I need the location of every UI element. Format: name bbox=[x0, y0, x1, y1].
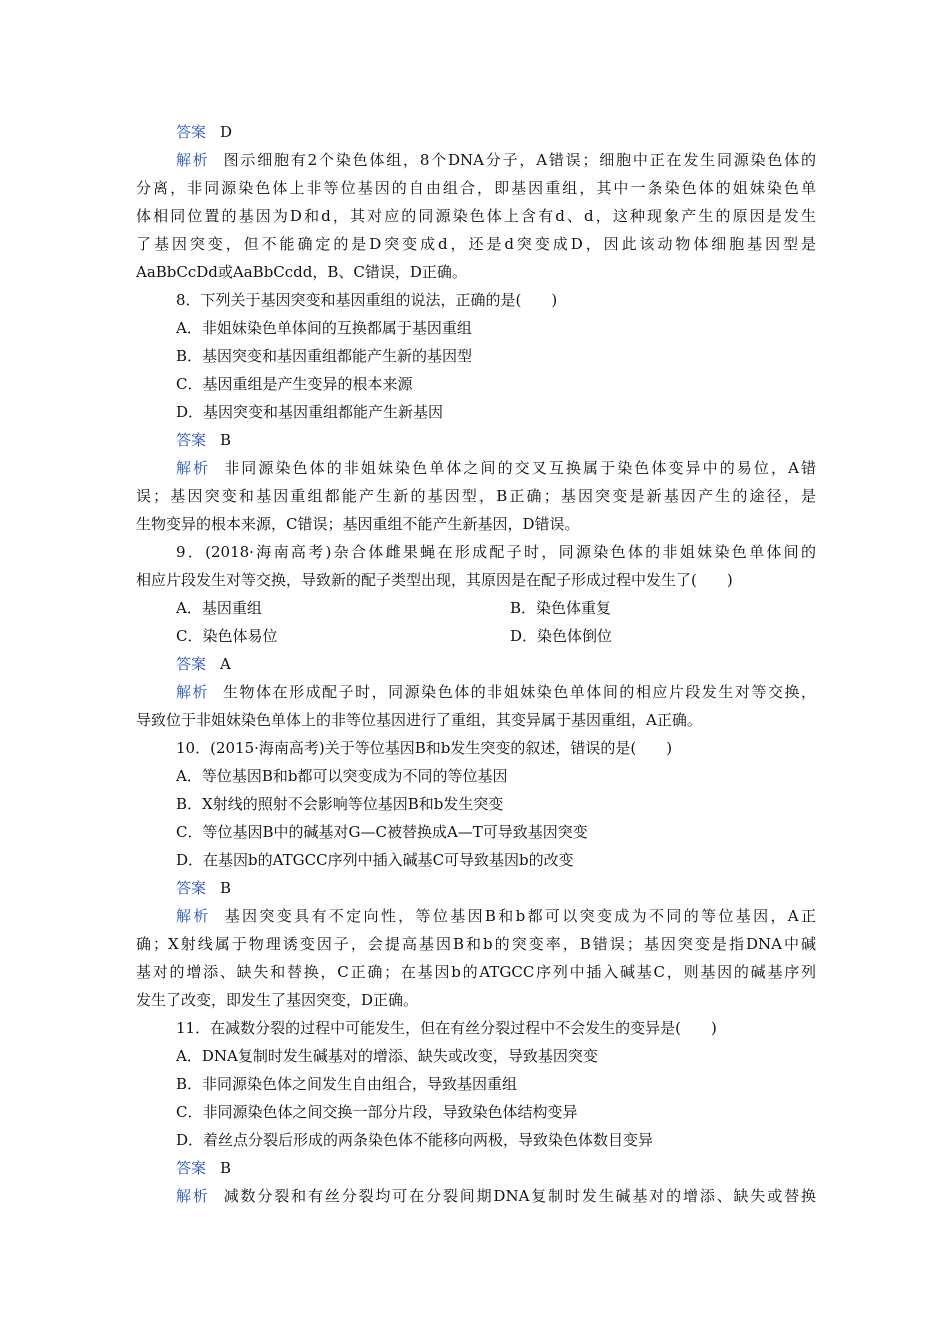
q11-option: A．DNA复制时发生碱基对的增添、缺失或改变，导致基因突变 bbox=[176, 1047, 598, 1065]
q11-option: B．非同源染色体之间发生自由组合，导致基因重组 bbox=[176, 1075, 518, 1093]
q7-analysis-line: 了基因突变，但不能确定的是D突变成d，还是d突变成D，因此该动物体细胞基因型是 bbox=[136, 235, 816, 253]
q10-answer bbox=[176, 874, 816, 902]
answer-value: B bbox=[220, 879, 232, 897]
q9-option: C．染色体易位 bbox=[176, 627, 278, 645]
q8-option: B．基因突变和基因重组都能产生新的基因型 bbox=[176, 347, 473, 365]
answer-value: D bbox=[220, 123, 233, 141]
answer-value: B bbox=[220, 1159, 232, 1177]
q10-option: C．等位基因B中的碱基对G—C被替换成A—T可导致基因突变 bbox=[176, 823, 588, 841]
q8-analysis-line: 解析 非同源染色体的非姐妹染色单体之间的交叉互换属于染色体变异中的易位，A错 bbox=[176, 459, 816, 477]
q9-option: A．基因重组 bbox=[176, 599, 262, 617]
analysis-label: 解析 bbox=[176, 459, 211, 477]
q11-answer bbox=[176, 1154, 816, 1182]
q10-stem: 10．(2015·海南高考)关于等位基因B和b发生突变的叙述，错误的是( ) bbox=[176, 739, 673, 757]
q11-stem: 11．在减数分裂的过程中可能发生，但在有丝分裂过程中不会发生的变异是( ) bbox=[176, 1019, 717, 1037]
answer-label: 答案 bbox=[176, 655, 207, 673]
q11-option: D．着丝点分裂后形成的两条染色体不能移向两极，导致染色体数目变异 bbox=[176, 1131, 654, 1149]
analysis-label: 解析 bbox=[176, 1187, 210, 1205]
q7-analysis-line: AaBbCcDd或AaBbCcdd，B、C错误，D正确。 bbox=[136, 263, 467, 281]
q7-answer bbox=[176, 118, 816, 146]
q9-answer bbox=[176, 650, 816, 678]
analysis-label: 解析 bbox=[176, 151, 210, 169]
q10-analysis-line: 基对的增添、缺失和替换，C正确；在基因b的ATGCC序列中插入碱基C，则基因的碱基序列 bbox=[136, 963, 816, 981]
q9-stem-line: 相应片段发生对等交换，导致新的配子类型出现，其原因是在配子形成过程中发生了( ) bbox=[136, 571, 733, 589]
answer-value: A bbox=[220, 655, 231, 673]
q9-option: B．染色体重复 bbox=[510, 599, 612, 617]
q8-analysis-line: 生物变异的根本来源，C错误；基因重组不能产生新基因，D错误。 bbox=[136, 515, 580, 533]
q7-analysis-line: 分离，非同源染色体上非等位基因的自由组合，即基因重组，其中一条染色体的姐妹染色单 bbox=[136, 179, 816, 197]
answer-value: B bbox=[220, 431, 232, 449]
q8-answer bbox=[176, 426, 816, 454]
q10-option: A．等位基因B和b都可以突变成为不同的等位基因 bbox=[176, 767, 508, 785]
q9-option: D．染色体倒位 bbox=[510, 627, 613, 645]
q11-option: C．非同源染色体之间交换一部分片段，导致染色体结构变异 bbox=[176, 1103, 578, 1121]
answer-label: 答案 bbox=[176, 1159, 207, 1177]
q7-analysis-line: 体相同位置的基因为D和d，其对应的同源染色体上含有d、d，这种现象产生的原因是发生 bbox=[136, 207, 816, 225]
q8-option: A．非姐妹染色单体间的互换都属于基因重组 bbox=[176, 319, 472, 337]
analysis-label: 解析 bbox=[176, 907, 211, 925]
q10-analysis-line: 解析 基因突变具有不定向性，等位基因B和b都可以突变成为不同的等位基因，A正 bbox=[176, 907, 816, 925]
q8-stem: 8．下列关于基因突变和基因重组的说法，正确的是( ) bbox=[176, 291, 558, 309]
q10-analysis-line: 发生了改变，即发生了基因突变，D正确。 bbox=[136, 991, 419, 1009]
q9-analysis-line: 导致位于非姐妹染色单体上的非等位基因进行了重组，其变异属于基因重组，A正确。 bbox=[136, 711, 702, 729]
q10-analysis-line: 确；X射线属于物理诱变因子，会提高基因B和b的突变率，B错误；基因突变是指DNA中碱 bbox=[136, 935, 816, 953]
q10-option: B．X射线的照射不会影响等位基因B和b发生突变 bbox=[176, 795, 504, 813]
answer-label: 答案 bbox=[176, 879, 207, 897]
q9-stem-line: 9．(2018·海南高考)杂合体雌果蝇在形成配子时，同源染色体的非姐妹染色单体间的 bbox=[176, 543, 816, 561]
answer-label: 答案 bbox=[176, 431, 207, 449]
q8-option: D．基因突变和基因重组都能产生新基因 bbox=[176, 403, 444, 421]
q11-analysis-line: 解析 减数分裂和有丝分裂均可在分裂间期DNA复制时发生碱基对的增添、缺失或替换 bbox=[176, 1187, 816, 1205]
q8-option: C．基因重组是产生变异的根本来源 bbox=[176, 375, 413, 393]
answer-label: 答案 bbox=[176, 123, 207, 141]
q8-analysis-line: 误；基因突变和基因重组都能产生新的基因型，B正确；基因突变是新基因产生的途径，是 bbox=[136, 487, 816, 505]
q10-option: D．在基因b的ATGCC序列中插入碱基C可导致基因b的改变 bbox=[176, 851, 574, 869]
q9-analysis-line: 解析 生物体在形成配子时，同源染色体的非姐妹染色单体间的相应片段发生对等交换， bbox=[176, 683, 816, 701]
q7-analysis-line: 解析 图示细胞有2个染色体组，8个DNA分子，A错误；细胞中正在发生同源染色体的 bbox=[176, 151, 816, 169]
analysis-label: 解析 bbox=[176, 683, 210, 701]
